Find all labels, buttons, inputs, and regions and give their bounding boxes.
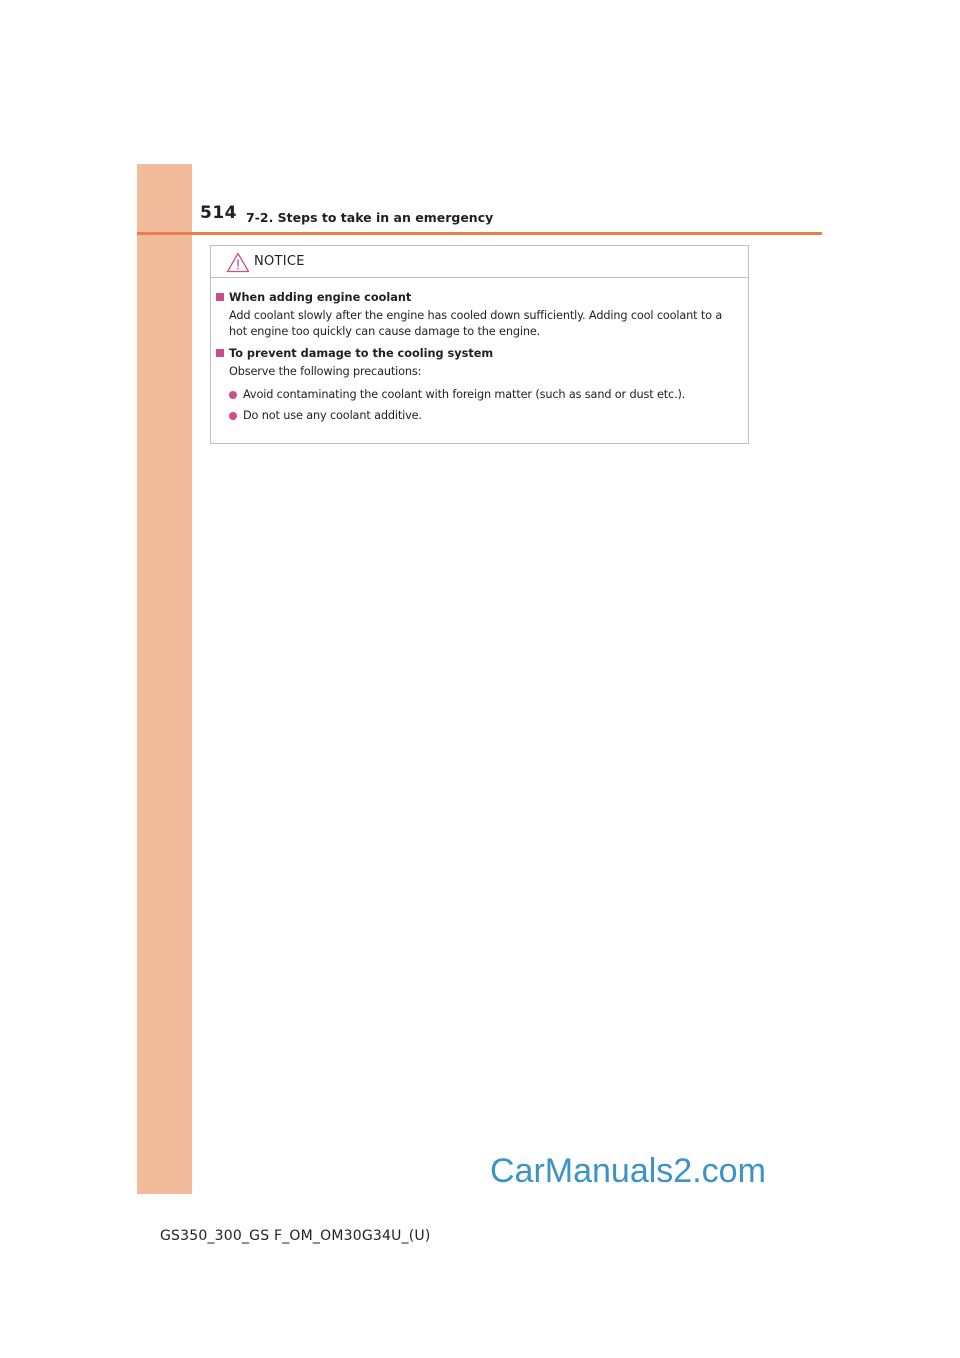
heading-text: When adding engine coolant <box>229 291 412 304</box>
notice-body <box>211 290 748 423</box>
list-item-text: Do not use any coolant additive. <box>243 409 422 422</box>
footer-doc-id: GS350_300_GS F_OM_OM30G34U_(U) <box>160 1228 431 1244</box>
list-item-text: Avoid contaminating the coolant with foreign matter (such as sand or dust etc.). <box>243 388 686 401</box>
square-bullet-icon <box>216 293 224 301</box>
notice-paragraph-2: Observe the following precautions: <box>229 365 422 378</box>
notice-heading-1 <box>211 290 748 305</box>
notice-paragraph-1: Add coolant slowly after the engine has cooled down sufficiently. Adding cool coolant to a hot engine too quickly can cause damage to the engine. <box>229 309 723 338</box>
watermark[interactable]: CarManuals2.com <box>490 1152 766 1190</box>
notice-box <box>210 245 749 444</box>
notice-heading-2 <box>211 346 748 361</box>
notice-label: NOTICE <box>254 254 305 269</box>
heading-text: To prevent damage to the cooling system <box>229 347 494 360</box>
list-item <box>211 408 748 423</box>
header-rule <box>137 232 822 235</box>
square-bullet-icon <box>216 349 224 357</box>
notice-header <box>211 246 748 278</box>
warning-triangle-icon <box>226 252 250 273</box>
round-bullet-icon <box>229 412 237 420</box>
page-number: 514 <box>200 203 237 223</box>
section-title: 7-2. Steps to take in an emergency <box>246 210 494 225</box>
round-bullet-icon <box>229 391 237 399</box>
list-item <box>211 387 748 402</box>
side-band <box>137 164 192 1194</box>
